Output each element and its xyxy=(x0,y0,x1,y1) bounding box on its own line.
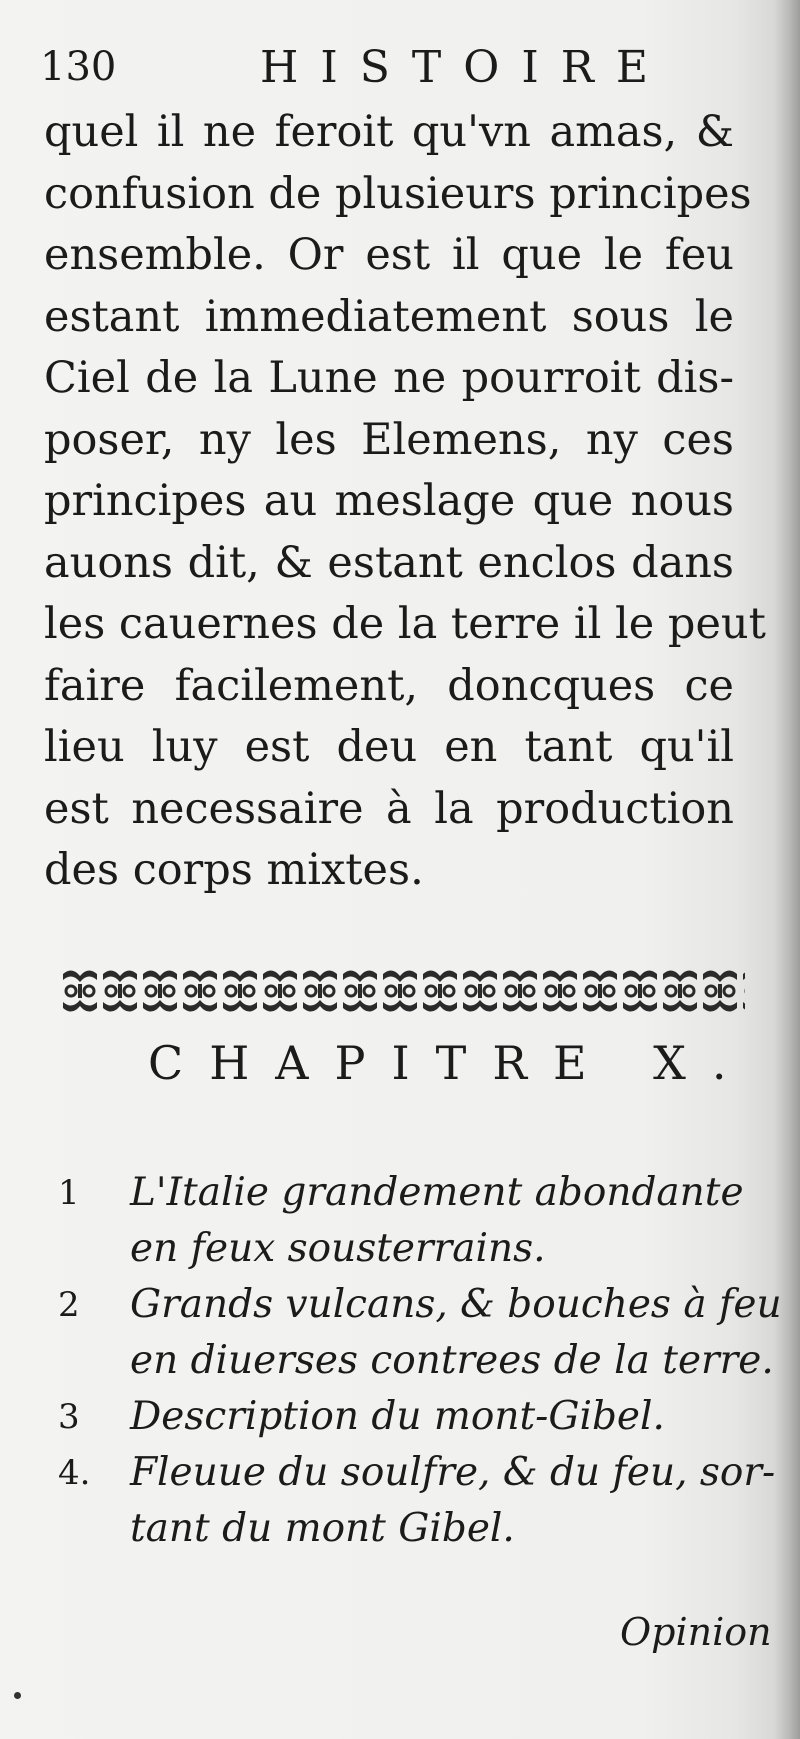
text-line: lieu luy est deu en tant qu'il xyxy=(44,722,734,772)
summary-item xyxy=(58,1165,748,1277)
summary-line: Grands vulcans, & bouches à feu xyxy=(130,1282,782,1327)
summary-line: Description du mont-Gibel. xyxy=(130,1394,665,1439)
summary-item xyxy=(58,1445,776,1557)
text-line: ensemble. Or est il que le feu xyxy=(44,230,734,280)
text-line: estant immediatement sous le xyxy=(44,291,734,342)
summary-line: tant du mont Gibel. xyxy=(130,1506,515,1551)
text-line: est necessaire à la production xyxy=(44,783,734,834)
decorative-ornament-band xyxy=(60,968,745,1014)
text-line: Ciel de la Lune ne pourroit dis- xyxy=(44,353,734,403)
summary-item xyxy=(58,1389,748,1445)
text-line: les cauernes de la terre il le peut xyxy=(44,599,766,649)
text-line: faire facilement, doncques ce xyxy=(44,660,734,711)
text-line: principes au meslage que nous xyxy=(44,476,734,526)
text-line: confusion de plusieurs principes xyxy=(44,168,752,219)
chapter-summary xyxy=(58,1165,782,1557)
page-number: 130 xyxy=(40,44,117,90)
summary-line: en diuerses contrees de la terre. xyxy=(130,1338,774,1383)
text-line: poser, ny les Elemens, ny ces xyxy=(44,414,734,465)
catchword: Opinion xyxy=(620,1610,772,1654)
summary-item xyxy=(58,1277,782,1389)
ink-speck xyxy=(14,1692,21,1699)
summary-number: 3 xyxy=(58,1397,80,1437)
summary-line: L'Italie grandement abondante xyxy=(130,1170,744,1215)
text-line: des corps mixtes. xyxy=(44,845,424,895)
body-text xyxy=(44,102,766,902)
running-head: HISTOIRE xyxy=(260,42,670,93)
text-line: quel il ne feroit qu'vn amas, & xyxy=(44,107,734,157)
summary-number: 2 xyxy=(58,1285,80,1325)
summary-number: 1 xyxy=(58,1173,80,1213)
page-edge-shadow xyxy=(774,0,800,1739)
chapter-title: CHAPITRE X. xyxy=(148,1036,753,1090)
summary-line: Fleuue du soulfre, & du feu, sor- xyxy=(130,1450,776,1495)
page-header xyxy=(40,44,740,94)
summary-number: 4. xyxy=(58,1453,91,1493)
text-line: auons dit, & estant enclos dans xyxy=(44,537,734,588)
summary-line: en feux sousterrains. xyxy=(130,1226,546,1271)
